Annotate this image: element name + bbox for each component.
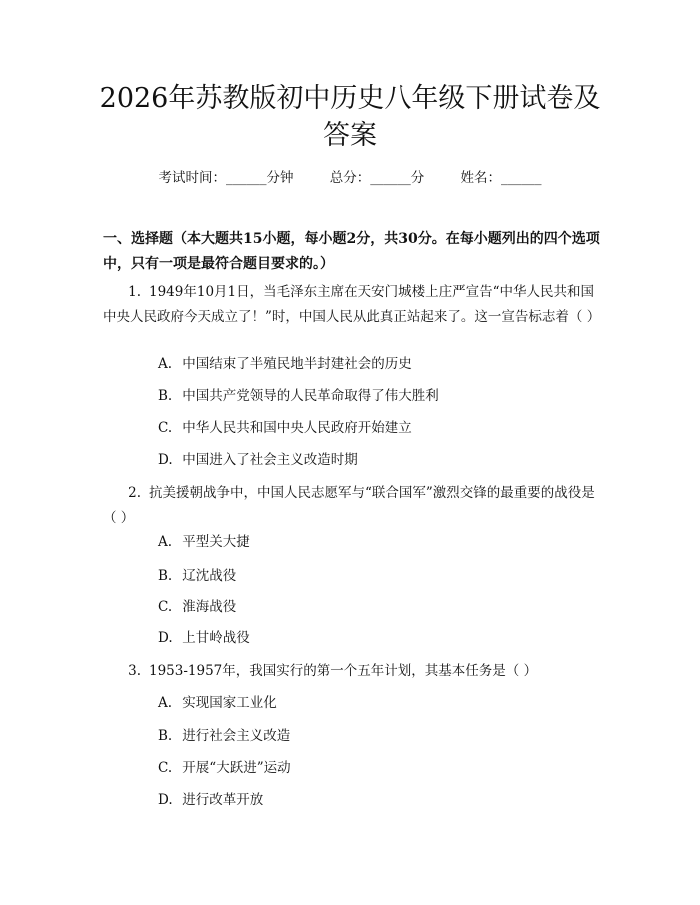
option-text: 平型关大捷 — [182, 534, 250, 550]
question-number: 2. — [128, 485, 141, 501]
exam-title: 2026年苏教版初中历史八年级下册试卷及答案 — [99, 83, 601, 151]
option-2d — [158, 628, 598, 648]
option-letter: C. — [158, 760, 173, 776]
option-letter: A. — [158, 534, 173, 550]
option-1b — [158, 386, 598, 406]
option-3d — [158, 790, 598, 810]
question-number: 1. — [128, 284, 141, 300]
option-3b — [158, 726, 598, 746]
option-text: 中华人民共和国中央人民政府开始建立 — [182, 420, 412, 436]
option-2b — [158, 566, 598, 586]
option-1a — [158, 354, 598, 374]
option-letter: A. — [158, 695, 173, 711]
section-heading: 一、选择题（本大题共15小题，每小题2分，共30分。在每小题列出的四个选项中，只有一项是最符合题目要求的。） — [103, 231, 600, 272]
option-2a — [158, 532, 598, 552]
exam-name-field: 姓名：______ — [460, 170, 542, 186]
question-text: 1953-1957年，我国实行的第一个五年计划，其基本任务是（ ） — [149, 663, 538, 679]
question-number: 3. — [128, 663, 141, 679]
option-text: 开展“大跃进”运动 — [182, 760, 291, 776]
option-1d — [158, 450, 598, 470]
option-letter: B. — [158, 388, 173, 404]
question-2 — [103, 481, 603, 531]
option-text: 进行改革开放 — [182, 792, 264, 808]
exam-meta — [0, 168, 700, 188]
question-3 — [103, 659, 603, 684]
question-text: 抗美援朝战争中，中国人民志愿军与“联合国军”激烈交锋的最重要的战役是（ ） — [103, 485, 595, 526]
option-1c — [158, 418, 598, 438]
option-3a — [158, 693, 598, 713]
option-text: 进行社会主义改造 — [182, 728, 291, 744]
option-letter: C. — [158, 420, 173, 436]
option-letter: D. — [158, 792, 173, 808]
option-2c — [158, 597, 598, 617]
option-letter: C. — [158, 599, 173, 615]
exam-time-field: 考试时间：______分钟 — [158, 170, 294, 186]
question-1 — [103, 280, 603, 330]
option-letter: B. — [158, 568, 173, 584]
option-text: 中国共产党领导的人民革命取得了伟大胜利 — [182, 388, 439, 404]
option-letter: D. — [158, 630, 173, 646]
option-letter: B. — [158, 728, 173, 744]
option-letter: A. — [158, 356, 173, 372]
option-text: 实现国家工业化 — [182, 695, 277, 711]
exam-score-field: 总分：______分 — [329, 170, 425, 186]
option-text: 淮海战役 — [182, 599, 237, 615]
option-text: 中国进入了社会主义改造时期 — [182, 452, 358, 468]
option-letter: D. — [158, 452, 173, 468]
option-3c — [158, 758, 598, 778]
option-text: 辽沈战役 — [182, 568, 237, 584]
option-text: 上甘岭战役 — [182, 630, 250, 646]
option-text: 中国结束了半殖民地半封建社会的历史 — [182, 356, 412, 372]
question-text: 1949年10月1日，当毛泽东主席在天安门城楼上庄严宣告“中华人民共和国中央人民政府今天成立了！”时，中国人民从此真正站起来了。这一宣告标志着（ ） — [103, 284, 601, 325]
